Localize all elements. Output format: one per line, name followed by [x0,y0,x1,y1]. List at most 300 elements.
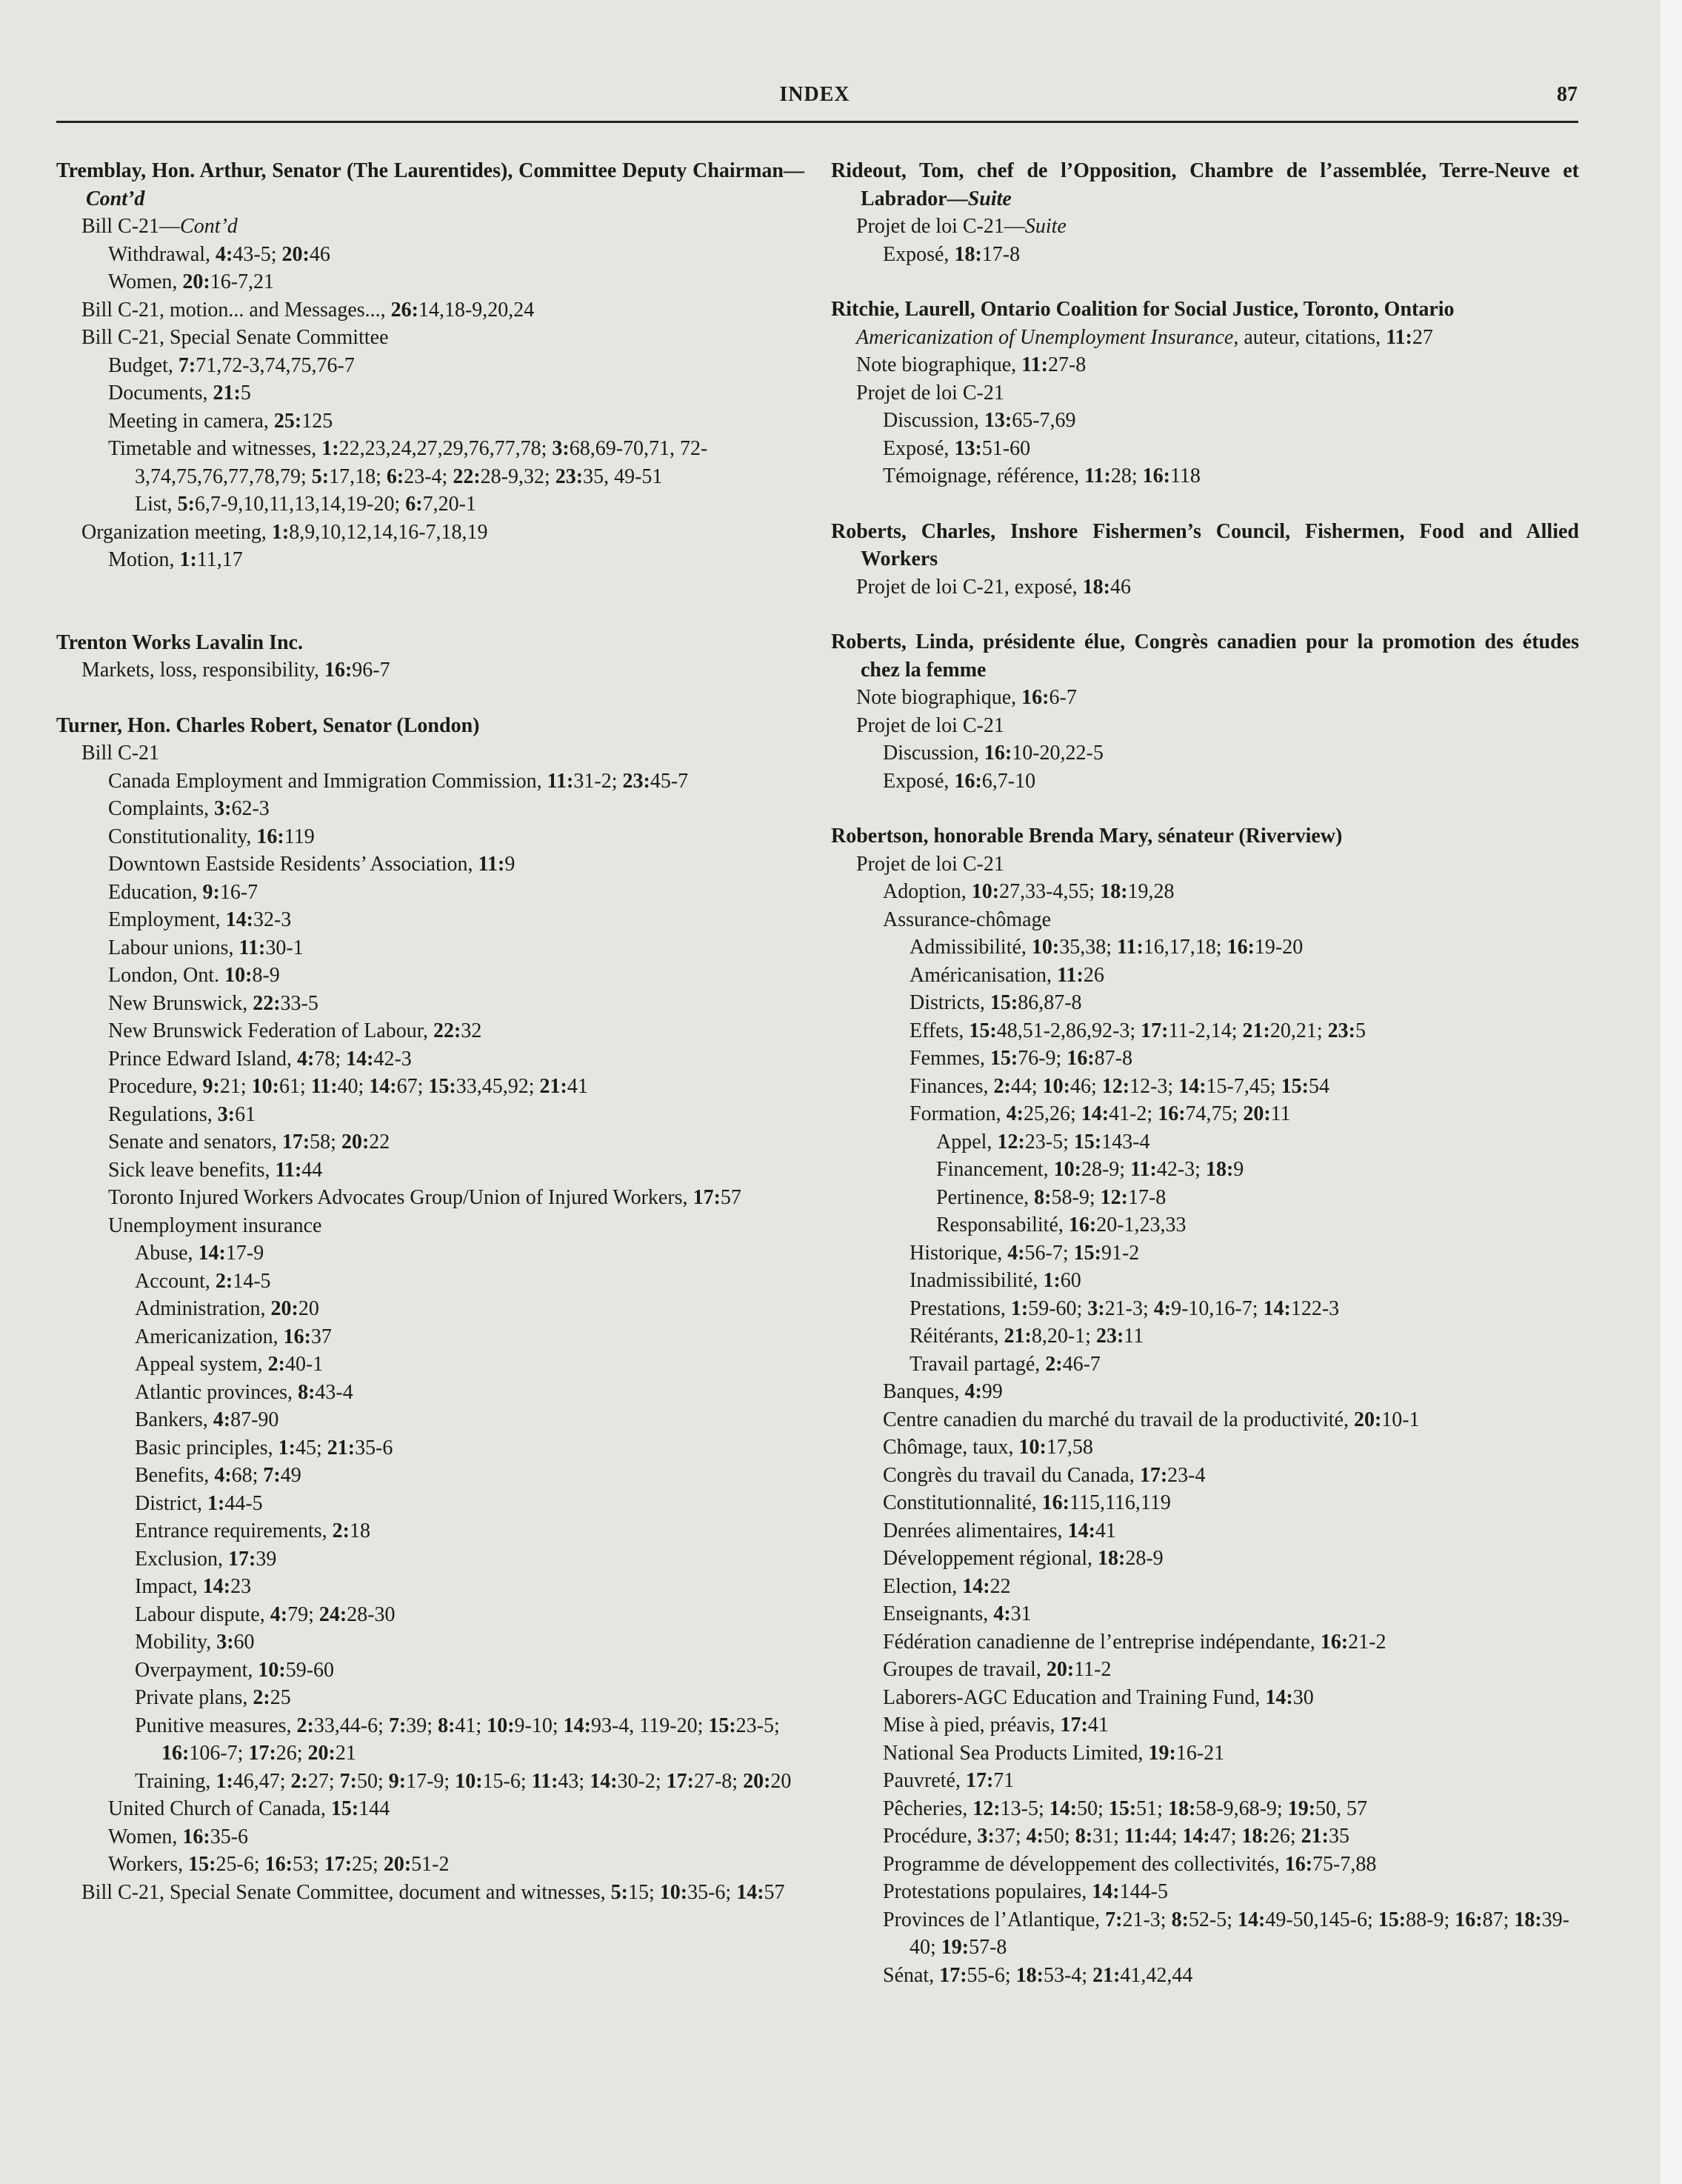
page-references: 11:27 [1386,325,1433,349]
index-subentry [831,1545,1579,1573]
page-references: 11:30-1 [238,936,304,959]
page-references: 21:5 [213,382,251,404]
page-references: 1:46,47; 2:27; 7:50; 9:17-9; 10:15-6; 11:43; 14:30-2; 17:27-8; 20:20 [216,1769,792,1793]
index-subentry [56,1823,804,1851]
index-column-right [831,157,1579,1989]
entry-text: Exclusion, [135,1547,228,1571]
entry-text: Américanisation, [910,963,1058,987]
index-subentry [831,1100,1579,1128]
entry-text: Motion, [108,548,180,571]
index-subentry [56,1045,804,1073]
page-references: 2:46-7 [1045,1352,1101,1376]
page-references: 14:30 [1265,1685,1314,1709]
entry-text: Réitérants, [910,1325,1004,1348]
page-references: 7:21-3; 8:52-5; 14:49-50,145-6; 15:88-9; 16:87; 18:39-40; 19:57-8 [910,1908,1569,1959]
index-subentry [56,1795,804,1823]
page-references: 17:55-6; 18:53-4; 21:41,42,44 [939,1963,1193,1987]
entry-text: Travail partagé, [910,1352,1046,1376]
entry-text: Punitive measures, [135,1714,297,1737]
work-title: Americanization of Unemployment Insurance [856,325,1234,349]
entry-text: Pêcheries, [883,1797,973,1820]
page-references: 11:44 [275,1158,323,1182]
entry-text: Turner, Hon. Charles Robert, Senator (London) [56,713,480,737]
page-references: 4:87-90 [213,1408,279,1431]
entry-text: Exposé, [883,242,955,266]
page-references: 14:23 [202,1575,252,1598]
entry-text: Canada Employment and Immigration Commission, [108,769,547,793]
index-subentry [56,490,804,519]
index-subentry [831,684,1579,712]
entry-text: Fédération canadienne de l’entreprise indépendante, [883,1630,1321,1654]
index-column-left [56,157,804,1906]
entry-text: Appel, [936,1130,998,1153]
page-references: 18:46 [1082,575,1131,599]
index-subentry [831,1378,1579,1406]
page-references: 11:28; 16:118 [1084,465,1201,487]
index-subentry [56,1545,804,1574]
entry-text: Unemployment insurance [108,1213,322,1237]
page-references: 2:44; 10:46; 12:12-3; 14:15-7,45; 15:54 [993,1074,1329,1098]
page-references: 16:96-7 [324,659,390,682]
entry-text: Prestations, [910,1296,1011,1320]
page-references: 3:61 [217,1102,256,1126]
entry-text: Workers, [108,1853,189,1876]
index-subentry [56,296,804,324]
index-subentry [831,768,1579,796]
entry-text: Exposé, [883,436,955,460]
index-subentry [831,1156,1579,1184]
entry-text: Historique, [910,1241,1008,1265]
index-subentry [831,1573,1579,1601]
entry-text: Entrance requirements, [135,1519,333,1542]
index-subentry [831,462,1579,490]
page-number: 87 [1557,83,1578,106]
entry-text: Denrées alimentaires, [883,1519,1068,1542]
index-subentry [56,823,804,851]
index-subentry [56,1351,804,1379]
index-subentry [56,1684,804,1712]
entry-text: New Brunswick Federation of Labour, [108,1019,433,1042]
index-subentry [56,1295,804,1323]
index-subentry [56,1490,804,1518]
page-references: 15:144 [330,1797,390,1820]
page-references: 17:57 [693,1186,741,1209]
page-references: 15:86,87-8 [989,991,1082,1014]
entry-text: Bill C-21, motion... and Messages..., [81,298,391,322]
entry-text: Témoignage, référence, [883,465,1085,487]
entry-text: Chômage, taux, [883,1436,1019,1459]
entry-text: Basic principles, [135,1436,278,1459]
entry-text: Employment, [108,908,226,931]
entry-text: Regulations, [108,1102,218,1126]
entry-text: Budget, [108,353,178,377]
index-subentry [831,1851,1579,1879]
page-references: 19:16-21 [1148,1741,1225,1765]
page-references: 5:6,7-9,10,11,13,14,19-20; 6:7,20-1 [177,493,476,516]
index-subentry [831,1906,1579,1962]
continuation-mark: Suite [1024,215,1067,238]
page-references: 1:11,17 [179,548,243,571]
page-references: 14:22 [962,1574,1011,1598]
index-subentry [56,1657,804,1685]
index-subentry [831,1434,1579,1462]
page-references: 21:8,20-1; 23:11 [1004,1325,1144,1348]
index-subentry [831,1211,1579,1239]
page-references: 14:41 [1067,1519,1116,1542]
entry-text: Rideout, Tom, chef de l’Opposition, Chambre de l’assemblée, Terre-Neuve et Labrador— [831,159,1579,210]
page-references: 20:10-1 [1353,1408,1420,1431]
page-references: 14:144-5 [1092,1880,1168,1903]
entry-text: Appeal system, [135,1353,268,1376]
index-subentry [56,352,804,380]
entry-text: Sick leave benefits, [108,1158,276,1182]
page-references: 20:11-2 [1046,1658,1112,1681]
entry-text: Discussion, [883,409,984,432]
page-references: 2:33,44-6; 7:39; 8:41; 10:9-10; 14:93-4, 119-20; 15:23-5; 16:106-7; 17:26; 20:21 [161,1714,780,1765]
page-references: 17:58; 20:22 [281,1131,390,1153]
page-references: 17:71 [965,1769,1015,1792]
index-subentry [56,1323,804,1351]
page-references: 16:75-7,88 [1284,1852,1377,1876]
page-references: 15:48,51-2,86,92-3; 17:11-2,14; 21:20,21; 23:5 [969,1019,1366,1042]
entry-text: Pauvreté, [883,1769,966,1792]
index-subentry [56,1573,804,1601]
index-subentry [56,1601,804,1629]
index-subentry [56,1101,804,1129]
index-subentry [831,324,1579,352]
page-references: 4:68; 7:49 [214,1464,301,1487]
page-references: 13:51-60 [954,436,1031,460]
entry-text: Femmes, [910,1047,990,1070]
entry-text: Groupes de travail, [883,1658,1047,1681]
entry-text: Account, [135,1269,216,1293]
index-subentry [56,1239,804,1268]
index-subentry [831,1767,1579,1795]
page-references: 16:20-1,23,33 [1068,1213,1187,1236]
entry-text: Labour dispute, [135,1602,270,1626]
entry-text: Mobility, [135,1631,217,1654]
page-references: 15:25-6; 16:53; 17:25; 20:51-2 [188,1853,450,1876]
index-subentry [831,1073,1579,1101]
index-subentry [831,962,1579,990]
index-heading [56,712,804,740]
page-references: 7:71,72-3,74,75,76-7 [178,353,355,377]
entry-text: Procédure, [883,1825,978,1848]
index-subentry [56,1128,804,1156]
index-subentry [831,1045,1579,1073]
index-subentry [831,1295,1579,1323]
index-heading [56,629,804,657]
entry-text: Timetable and witnesses, [108,437,322,460]
index-subentry [56,241,804,269]
entry-text: Robertson, honorable Brenda Mary, sénateur (Riverview) [831,825,1343,848]
entry-text: Training, [135,1769,216,1793]
page-references: 16:37 [283,1325,332,1348]
index-subentry [56,1184,804,1212]
index-subentry [831,712,1579,740]
page-references: 10:59-60 [258,1658,335,1682]
page-references: 4:56-7; 15:91-2 [1007,1241,1140,1265]
index-subentry [56,1268,804,1296]
page-references: 18:28-9 [1098,1547,1164,1570]
index-heading [831,296,1579,324]
index-subentry [56,1073,804,1101]
index-subentry [831,1322,1579,1351]
index-subentry [56,962,804,990]
page-references: 8:58-9; 12:17-8 [1034,1185,1167,1209]
page-references: 1:45; 21:35-6 [278,1436,393,1459]
index-subentry [831,878,1579,906]
entry-spacer [831,795,1579,822]
page-references: 10:8-9 [224,964,280,987]
page-references: 2:25 [253,1686,291,1709]
entry-text: Procedure, [108,1075,203,1098]
header-rule [56,121,1578,123]
page-references: 16:10-20,22-5 [984,742,1104,765]
index-subentry [56,1379,804,1407]
page-references: 13:65-7,69 [984,409,1076,432]
index-subentry [831,435,1579,463]
index-subentry [831,850,1579,879]
entry-text: Women, [108,1825,183,1848]
entry-text: Benefits, [135,1464,215,1487]
entry-spacer [831,601,1579,628]
index-subentry [831,1406,1579,1434]
entry-text: Constitutionality, [108,825,257,848]
entry-text: Pertinence, [936,1185,1035,1209]
entry-text: Bill C-21— [81,215,181,238]
index-subentry [831,1489,1579,1517]
index-subentry [56,268,804,296]
page-references: 11:31-2; 23:45-7 [547,769,689,793]
index-subentry [831,351,1579,379]
index-subentry [831,213,1579,241]
index-subentry [56,519,804,547]
index-subentry [831,1795,1579,1823]
index-subentry [56,1462,804,1490]
entry-text: Admissibilité, [910,936,1032,959]
entry-text: Projet de loi C-21 [856,381,1004,404]
index-subentry [56,435,804,490]
entry-text: Note biographique, [856,353,1022,376]
index-subentry [831,933,1579,962]
entry-text: Private plans, [135,1686,253,1709]
entry-text: Inadmissibilité, [910,1269,1044,1292]
index-subentry [56,1628,804,1657]
entry-text: Adoption, [883,880,972,903]
page-references: 18:17-8 [954,242,1021,266]
page-references: 16:35-6 [182,1825,249,1848]
index-subentry [56,1712,804,1768]
entry-text: Election, [883,1574,963,1598]
entry-text: Discussion, [883,742,984,765]
index-subentry [56,879,804,907]
index-heading [56,157,804,213]
entry-text: National Sea Products Limited, [883,1741,1149,1765]
entry-text: Sénat, [883,1963,940,1987]
entry-text: Enseignants, [883,1602,994,1625]
index-subentry [831,241,1579,269]
entry-text: Note biographique, [856,686,1022,709]
page-references: 16:115,116,119 [1041,1491,1171,1514]
index-subentry [56,1851,804,1879]
page-references: 15:76-9; 16:87-8 [989,1047,1132,1070]
entry-spacer [831,490,1579,518]
entry-text: Education, [108,880,203,904]
index-subentry [831,407,1579,435]
page-references: 14:32-3 [225,908,292,931]
entry-text: Bill C-21 [81,742,160,765]
page-references: 1:8,9,10,12,14,16-7,18,19 [271,520,488,544]
index-subentry [831,1878,1579,1906]
entry-text: Documents, [108,382,213,404]
index-subentry [56,1879,804,1907]
entry-text: List, [135,493,178,516]
page-references: 20:20 [270,1297,319,1320]
page-references: 16:6,7-10 [954,769,1036,793]
entry-text: Ritchie, Laurell, Ontario Coalition for Social Justice, Toronto, Ontario [831,298,1455,321]
entry-text: Projet de loi C-21 [856,852,1004,876]
page-references: 8:43-4 [298,1380,353,1404]
index-subentry [831,906,1579,934]
index-subentry [56,656,804,685]
page-references: 26:14,18-9,20,24 [390,298,535,322]
entry-text: Districts, [910,991,990,1014]
page-references: 11:9 [478,853,515,876]
page-references: 12:23-5; 15:143-4 [997,1130,1150,1153]
entry-text: Meeting in camera, [108,409,274,433]
index-subentry [831,1656,1579,1684]
index-subentry [831,1351,1579,1379]
index-subentry [831,1628,1579,1657]
entry-text: Women, [108,270,183,293]
index-subentry [831,1017,1579,1045]
entry-text: Effets, [910,1019,970,1042]
entry-text: Overpayment, [135,1658,258,1682]
entry-text: Trenton Works Lavalin Inc. [56,630,303,654]
index-subentry [831,573,1579,602]
index-subentry [56,1434,804,1462]
entry-text: London, Ont. [108,964,225,987]
entry-text: Projet de loi C-21— [856,215,1025,238]
entry-text: Projet de loi C-21, exposé, [856,575,1083,599]
entry-spacer [831,268,1579,296]
page-references: 16:119 [256,825,315,848]
running-header-title: INDEX [779,83,850,106]
entry-text: Atlantic provinces, [135,1380,298,1404]
page-references: 2:14-5 [215,1269,271,1293]
page-references: 16:21-2 [1320,1630,1386,1654]
entry-text: Roberts, Charles, Inshore Fishermen’s Council, Fishermen, Food and Allied Workers [831,519,1579,570]
page-references: 22:33-5 [253,991,318,1015]
entry-text: Programme de développement des collectivités, [883,1852,1285,1876]
entry-text: Americanization, [135,1325,284,1348]
entry-text: United Church of Canada, [108,1797,331,1820]
index-subentry [831,989,1579,1017]
entry-text: District, [135,1491,207,1515]
page-references: 2:18 [332,1519,370,1542]
entry-text: Développement régional, [883,1547,1098,1570]
index-subentry [56,906,804,934]
page-references: 4:31 [993,1602,1032,1625]
index-heading [831,518,1579,573]
entry-text: Administration, [135,1297,271,1320]
page-references: 10:28-9; 11:42-3; 18:9 [1053,1158,1244,1181]
index-subentry [56,739,804,768]
page-references: 11:26 [1057,963,1104,987]
page-references: 20:16-7,21 [182,270,275,293]
page-references: 22:32 [433,1019,482,1042]
entry-text: Prince Edward Island, [108,1047,298,1071]
index-subentry [831,1239,1579,1268]
page-references: 16:6-7 [1021,686,1077,709]
entry-text: Congrès du travail du Canada, [883,1463,1140,1487]
entry-text: Labour unions, [108,936,239,959]
entry-text: Withdrawal, [108,242,216,266]
page-references: 17:23-4 [1139,1463,1206,1487]
index-subentry [56,934,804,962]
index-subentry [56,379,804,407]
index-subentry [56,1406,804,1434]
entry-text: Formation, [910,1102,1007,1125]
page-references: 11:27-8 [1021,353,1087,376]
entry-text: Protestations populaires, [883,1880,1092,1903]
page-references: 10:17,58 [1018,1436,1093,1459]
entry-text: Assurance-chômage [883,908,1052,931]
index-subentry [831,1711,1579,1739]
entry-spacer [56,574,804,629]
page-references: 9:16-7 [202,880,258,904]
index-subentry [56,213,804,241]
index-subentry [56,1212,804,1240]
index-subentry [831,379,1579,407]
index-subentry [831,1962,1579,1990]
page-references: 2:40-1 [267,1353,324,1376]
entry-text: Senate and senators, [108,1131,282,1153]
entry-text: Bill C-21, Special Senate Committee, document and witnesses, [81,1880,611,1904]
entry-text: Responsabilité, [936,1213,1069,1236]
entry-text: Complaints, [108,797,215,820]
index-subentry [831,1267,1579,1295]
entry-text: New Brunswick, [108,991,253,1015]
entry-text: Banques, [883,1380,965,1403]
page-references: 17:39 [228,1547,277,1571]
page-references: 5:15; 10:35-6; 14:57 [610,1880,785,1904]
entry-text: Tremblay, Hon. Arthur, Senator (The Laurentides), Committee Deputy Chairman— [56,159,804,182]
entry-text: Downtown Eastside Residents’ Association, [108,853,478,876]
page-references: 1:60 [1043,1269,1081,1292]
entry-text: Bankers, [135,1408,213,1431]
entry-text: Centre canadien du marché du travail de la productivité, [883,1408,1354,1431]
index-subentry [56,850,804,879]
index-subentry [831,739,1579,768]
index-subentry [56,990,804,1018]
page-references: 1:22,23,24,27,29,76,77,78; 3:68,69-70,71, 72-3,74,75,76,77,78,79; 5:17,18; 6:23-4; 22:28-9,32; 23:35, 49-51 [135,437,708,488]
index-subentry [56,324,804,352]
page-references: 4:79; 24:28-30 [270,1602,396,1626]
index-subentry [56,546,804,574]
entry-text: Organization meeting, [81,520,272,544]
entry-text: Impact, [135,1575,203,1598]
index-heading [831,628,1579,684]
continuation-mark: Cont’d [86,187,145,210]
page-references: 10:35,38; 11:16,17,18; 16:19-20 [1031,936,1304,959]
entry-text: Markets, loss, responsibility, [81,659,324,682]
page-references: 3:62-3 [214,797,270,820]
index-subentry [831,1822,1579,1851]
entry-text: Roberts, Linda, présidente élue, Congrès canadien pour la promotion des études chez la femme [831,630,1579,682]
entry-text: Bill C-21, Special Senate Committee [81,326,389,349]
